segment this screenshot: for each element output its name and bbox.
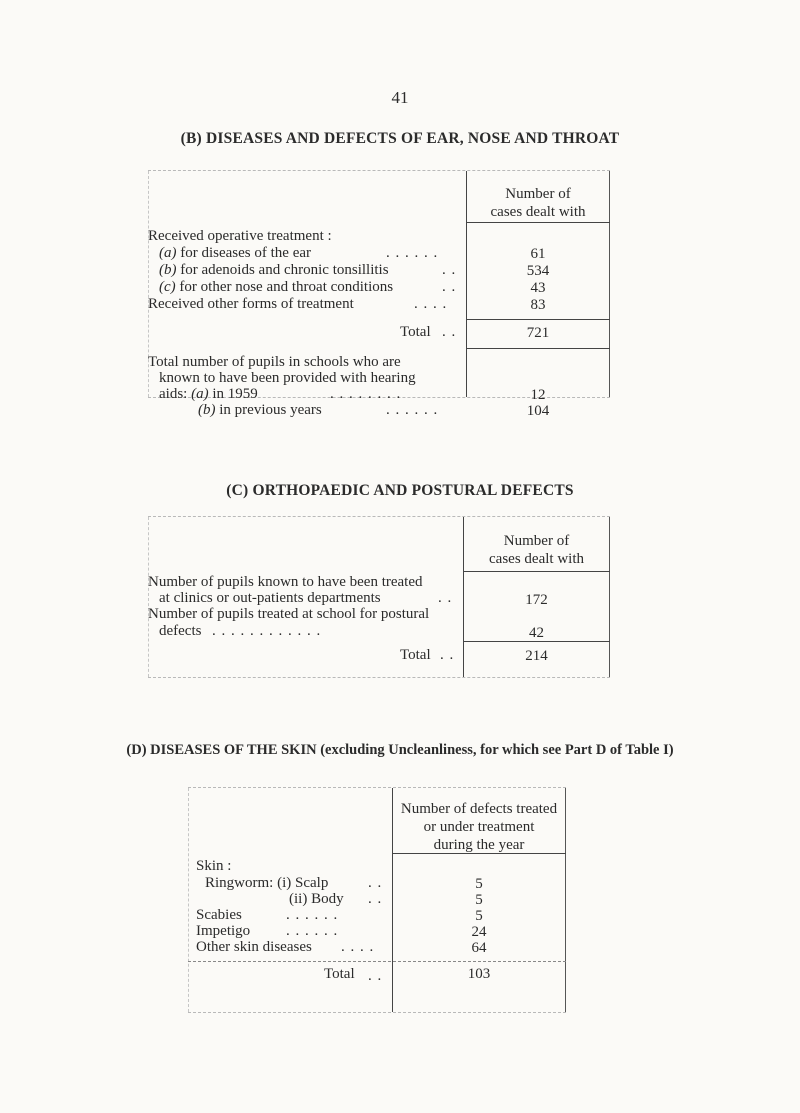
- row-value: 5: [475, 876, 483, 892]
- column-header-line: Number of: [503, 533, 570, 549]
- row-label: for other nose and throat conditions: [175, 279, 394, 295]
- row-letter: (c): [159, 279, 176, 295]
- leader-dots: . . . . . .: [286, 923, 339, 939]
- row-value: 5: [475, 908, 483, 924]
- table-row: Number of pupils known to have been treated: [148, 574, 423, 590]
- total-rule-bottom: [466, 348, 610, 349]
- total-rule-top: [463, 641, 610, 642]
- table-row: Received other forms of treatment: [148, 296, 354, 312]
- row-label: for diseases of the ear: [176, 245, 312, 261]
- table-row: [159, 262, 389, 278]
- row-value: 24: [471, 924, 487, 940]
- leader-dots: . . . .: [341, 939, 375, 955]
- table-row: (ii) Body: [289, 891, 344, 907]
- header-rule: [466, 222, 610, 223]
- row-value: 83: [530, 297, 546, 313]
- row-letter: (a): [159, 245, 177, 261]
- table-row: [159, 245, 311, 261]
- total-rule: [188, 961, 566, 962]
- row-value: 61: [530, 246, 546, 262]
- table-row: Number of pupils treated at school for postural: [148, 606, 430, 622]
- header-rule: [392, 853, 566, 854]
- column-header-line: during the year: [433, 837, 525, 853]
- row-prefix: aids:: [159, 386, 192, 402]
- column-header: [392, 801, 566, 853]
- leader-dots: . .: [442, 262, 457, 278]
- leader-dots: . . . . . .: [286, 907, 339, 923]
- leader-dots: . . . . . . . . . . . .: [212, 623, 322, 639]
- table-row: at clinics or out-patients departments: [159, 590, 381, 606]
- row-value: 42: [529, 625, 544, 641]
- row-letter: (b): [198, 402, 216, 418]
- section-b-title: (B) DISEASES AND DEFECTS OF EAR, NOSE AND THROAT: [180, 130, 620, 147]
- table-frame-left: [188, 788, 189, 1012]
- leader-dots: . . . . . .: [386, 402, 439, 418]
- row-value: 5: [475, 892, 483, 908]
- column-header-line: cases dealt with: [489, 551, 584, 567]
- leader-dots: . .: [368, 968, 383, 984]
- leader-dots: . .: [438, 590, 453, 606]
- table-row: [159, 386, 258, 402]
- section-d-title: (D) DISEASES OF THE SKIN (excluding Uncleanliness, for which see Part D of Table I): [126, 742, 674, 758]
- row-value: 104: [526, 403, 550, 419]
- total-label: Total: [400, 324, 431, 340]
- header-rule: [463, 571, 610, 572]
- total-label: Total: [400, 647, 431, 663]
- section-d-table: [188, 787, 566, 1013]
- hearing-line: known to have been provided with hearing: [159, 370, 416, 386]
- table-row: Other skin diseases: [196, 939, 312, 955]
- column-header: [466, 186, 610, 220]
- section-c-table: [148, 516, 610, 678]
- column-header: [463, 533, 610, 567]
- hearing-line: Total number of pupils in schools who are: [148, 354, 401, 370]
- column-header-line: Number of: [505, 186, 571, 202]
- table-row: defects: [159, 623, 202, 639]
- leader-dots: . . . . . . . .: [330, 386, 402, 402]
- row-label: in 1959: [208, 386, 258, 402]
- table-row: Impetigo: [196, 923, 251, 939]
- table-row: Ringworm: (i) Scalp: [205, 875, 329, 891]
- table-row: Scabies: [196, 907, 242, 923]
- group-title: Skin :: [196, 858, 232, 874]
- leader-dots: . . . . . .: [386, 245, 439, 261]
- total-rule-top: [466, 319, 610, 320]
- total-value: 103: [467, 966, 491, 982]
- column-header-line: or under treatment: [423, 819, 535, 835]
- page-number: 41: [391, 88, 409, 107]
- row-value: 534: [526, 263, 550, 279]
- row-label: for adenoids and chronic tonsillitis: [176, 262, 389, 278]
- total-label: Total: [324, 966, 355, 982]
- total-value: 214: [525, 648, 548, 664]
- leader-dots: . .: [442, 324, 457, 340]
- group-title: Received operative treatment :: [148, 228, 332, 244]
- row-letter: (a): [191, 386, 209, 402]
- row-value: 43: [530, 280, 546, 296]
- total-value: 721: [526, 325, 550, 341]
- row-value: 172: [525, 592, 548, 608]
- leader-dots: . .: [368, 891, 383, 907]
- section-b-table: [148, 170, 610, 419]
- table-row: [159, 279, 393, 295]
- row-letter: (b): [159, 262, 177, 278]
- column-header-line: cases dealt with: [490, 204, 586, 220]
- leader-dots: . .: [442, 279, 457, 295]
- leader-dots: . .: [440, 647, 455, 663]
- table-row: [198, 402, 322, 418]
- leader-dots: . .: [368, 875, 383, 891]
- section-c-title: (C) ORTHOPAEDIC AND POSTURAL DEFECTS: [226, 482, 574, 499]
- row-value: 12: [530, 387, 546, 403]
- table-frame-left: [148, 517, 149, 677]
- row-value: 64: [471, 940, 487, 956]
- leader-dots: . . . .: [414, 296, 448, 312]
- row-label: in previous years: [215, 402, 322, 418]
- column-header-line: Number of defects treated: [400, 801, 558, 817]
